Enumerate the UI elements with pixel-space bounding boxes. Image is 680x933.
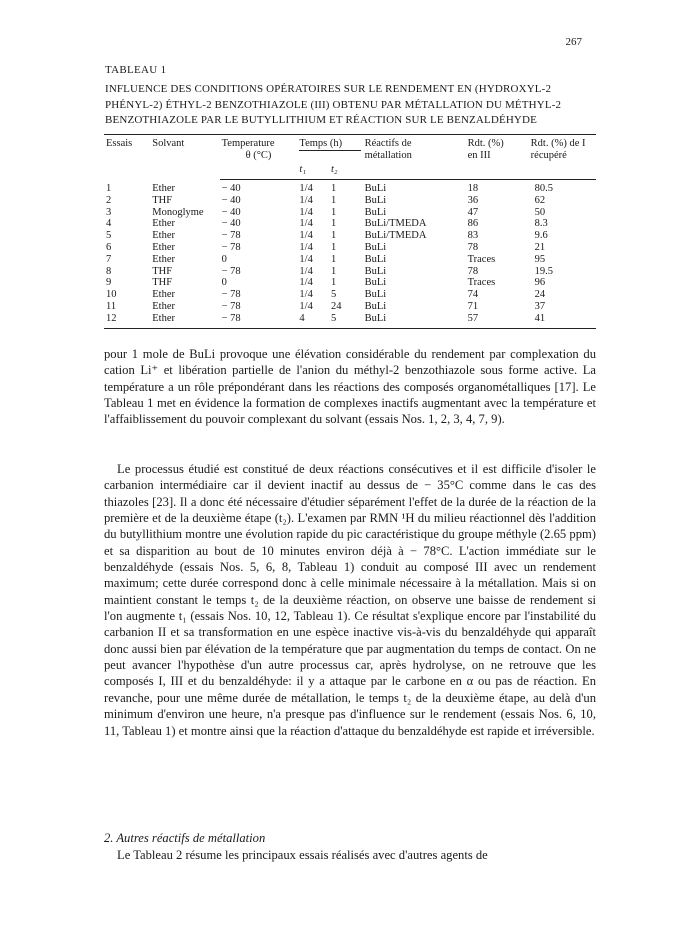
table-row: [104, 218, 596, 230]
cell-essai: 2: [106, 194, 112, 206]
section-heading: 2. Autres réactifs de métallation: [104, 831, 266, 845]
cell-solvant: THF: [152, 265, 173, 277]
cell-t2: 1: [330, 218, 337, 230]
header-rdt-i-label-2: récupéré: [530, 150, 567, 161]
table-header-row: [104, 135, 596, 164]
cell-rdt: 74: [467, 289, 479, 301]
cell-rdt: Traces: [467, 253, 496, 265]
header-rdt-i-spacer: [529, 163, 596, 180]
table-label: TABLEAU 1: [105, 64, 167, 76]
cell-rdt-i: 37: [534, 300, 546, 312]
cell-rdt-i: 21: [534, 241, 546, 253]
header-temps-label: Temps (h): [299, 138, 360, 151]
cell-temperature: 0: [221, 253, 227, 265]
cell-temperature: − 78: [221, 289, 241, 301]
cell-solvant: Ether: [152, 241, 175, 253]
table-caption: INFLUENCE DES CONDITIONS OPÉRATOIRES SUR LE RENDEMENT EN (HYDROXYL-2 PHÉNYL-2) ÉTHYL-2 BENZOTHIAZOLE (III) OBTENU PAR MÉTALLATION DU MÉTHYL-2 BENZOTHIAZOLE PAR LE BUTYLLITHIUM ET RÉACTION SUR LE BENZALDÉHYDE: [105, 83, 562, 126]
cell-temperature: − 78: [220, 313, 298, 328]
header-rdt-spacer: [466, 163, 529, 180]
cell-rdt: 57: [466, 313, 529, 328]
header-reactifs-label-2: métallation: [364, 150, 412, 161]
cell-t2: 1: [330, 241, 337, 253]
cell-solvant: Ether: [152, 230, 175, 242]
cell-reactif: BuLi: [364, 253, 387, 265]
cell-t1: 1/4: [299, 194, 313, 206]
table-row: [104, 242, 596, 254]
cell-essai: 5: [106, 230, 112, 242]
cell-rdt-i: 41: [529, 313, 596, 328]
header-reactifs-spacer: [363, 163, 466, 180]
table-row: [104, 254, 596, 266]
header-temperature-unit: θ (°C): [245, 150, 272, 161]
header-temps: [297, 135, 362, 164]
header-t2: t₂: [329, 163, 363, 180]
cell-rdt: 78: [467, 265, 479, 277]
cell-rdt-i: 50: [534, 206, 546, 218]
cell-solvant: Monoglyme: [152, 206, 204, 218]
cell-reactif: BuLi: [364, 289, 387, 301]
header-essais: Essais: [106, 138, 133, 149]
cell-t1: 1/4: [299, 218, 313, 230]
cell-solvant: THF: [152, 194, 173, 206]
cell-temperature: − 40: [221, 183, 241, 194]
header-rdt-i: [529, 135, 596, 164]
paragraph-2: Le processus étudié est constitué de deux réactions consécutives et il est difficile d'isoler le carbanion intermédiaire car il devient inactif au dessus de − 35°C comme dans le cas des thiazoles [23]. Il a donc été nécessaire d'étudier séparément l'effet de la durée de la réaction de la première et de la deuxième étape (t₂). L'examen par RMN ¹H du milieu réactionnel dès l'addition du butyllithium montre une évolution rapide du pic caractéristique du groupe méthyle (2.65 ppm) et sa disparition au bout de 10 minutes environ déjà à − 78°C. L'action immédiate sur le benzaldéhyde (essais Nos. 5, 6, 8, Tableau 1) conduit au composé III avec un rendement maximum; cette durée correspond donc à celle minimale nécessaire à la métallation. Mais si on maintient constant le temps t₂ de la deuxième réaction, on observe une baisse de rendement si l'on augmente t₁ (essais Nos. 10, 12, Tableau 1). Ce résultat s'explique encore par l'instabilité du carbanion II et sa transformation en une espèce inactive vis-à-vis du benzaldéhyde qui apparaît donc aussi bien par élévation de la température que par augmentation du temps de contact. On ne peut avancer l'hypothèse d'un autre processus car, après hydrolyse, on ne retrouve que les composés I, III et du benzaldéhyde: il y a attaque par le carbone en α ou pas de réaction. En revanche, pour une même durée de métallation, le temps t₂ de la deuxième étape, au delà d'un minimum d'environ une heure, n'a presque pas d'influence sur le rendement (essais Nos. 6, 10, 11, Tableau 1) et montre ainsi que la réaction d'attaque du benzaldéhyde est rapide et irréversible.: [104, 462, 596, 738]
table-row: [104, 207, 596, 219]
cell-t2: 1: [330, 253, 337, 265]
cell-temperature: − 40: [221, 194, 241, 206]
cell-t1: 1/4: [299, 300, 313, 312]
cell-t1: 1/4: [299, 183, 313, 194]
cell-reactif: BuLi: [364, 206, 387, 218]
header-reactifs: [363, 135, 466, 164]
cell-essai: 9: [106, 277, 112, 289]
cell-reactif: BuLi/TMEDA: [364, 218, 427, 230]
cell-t1: 1/4: [299, 206, 313, 218]
page-number: 267: [565, 36, 582, 48]
cell-t2: 5: [330, 289, 337, 301]
cell-t2: 1: [330, 277, 337, 289]
header-t1: t₁: [297, 163, 329, 180]
cell-rdt: 36: [467, 194, 479, 206]
header-temperature-label: Temperature: [221, 138, 275, 149]
cell-reactif: BuLi: [364, 241, 387, 253]
cell-solvant: Ether: [150, 313, 219, 328]
cell-rdt-i: 96: [534, 277, 546, 289]
cell-t1: 1/4: [299, 289, 313, 301]
cell-solvant: Ether: [152, 289, 175, 301]
header-rdt: [466, 135, 529, 164]
cell-reactif: BuLi: [364, 194, 387, 206]
cell-rdt-i: 19.5: [534, 265, 554, 277]
cell-solvant: Ether: [152, 300, 175, 312]
cell-rdt-i: 80.5: [534, 183, 554, 194]
cell-rdt: Traces: [467, 277, 496, 289]
cell-reactif: BuLi: [364, 265, 387, 277]
cell-t2: 1: [330, 183, 337, 194]
cell-solvant: Ether: [152, 218, 175, 230]
cell-reactif: BuLi: [364, 183, 387, 194]
cell-reactif: BuLi: [364, 300, 387, 312]
table-row: [104, 180, 596, 195]
table-row: [104, 195, 596, 207]
results-table: [104, 134, 596, 329]
cell-t1: 1/4: [299, 265, 313, 277]
table-row: [104, 289, 596, 301]
cell-rdt-i: 8.3: [534, 218, 548, 230]
cell-rdt: 71: [467, 300, 479, 312]
cell-essai: 4: [106, 218, 112, 230]
cell-t2: 1: [330, 230, 337, 242]
header-temperature-spacer: [220, 163, 298, 180]
header-reactifs-label: Réactifs de: [364, 138, 412, 149]
cell-rdt: 78: [467, 241, 479, 253]
cell-essai: 11: [106, 300, 117, 312]
header-temperature: [220, 135, 298, 164]
cell-t2: 24: [330, 300, 342, 312]
cell-rdt-i: 9.6: [534, 230, 548, 242]
cell-essai: 8: [106, 265, 112, 277]
cell-reactif: BuLi: [363, 313, 466, 328]
table-row: [104, 301, 596, 313]
table-body: [104, 180, 596, 329]
table-row: [104, 277, 596, 289]
section-first-line: Le Tableau 2 résume les principaux essais réalisés avec d'autres agents de: [117, 848, 488, 862]
cell-t1: 1/4: [299, 230, 313, 242]
cell-t1: 1/4: [299, 241, 313, 253]
cell-t2: 5: [329, 313, 363, 328]
cell-t2: 1: [330, 265, 337, 277]
cell-rdt-i: 62: [534, 194, 546, 206]
cell-essai: 7: [106, 253, 112, 265]
cell-reactif: BuLi/TMEDA: [364, 230, 427, 242]
cell-temperature: − 40: [221, 206, 241, 218]
table-row: [104, 313, 596, 328]
cell-temperature: − 78: [221, 300, 241, 312]
cell-solvant: Ether: [152, 182, 175, 194]
table-row: [104, 266, 596, 278]
cell-temperature: − 40: [221, 218, 241, 230]
cell-essai: 10: [106, 289, 117, 301]
cell-temperature: − 78: [221, 265, 241, 277]
cell-rdt-i: 95: [534, 253, 546, 265]
cell-solvant: THF: [152, 277, 173, 289]
header-rdt-i-label: Rdt. (%) de I: [530, 138, 586, 149]
header-rdt-label: Rdt. (%): [467, 138, 504, 149]
header-rdt-label-2: en III: [467, 150, 491, 161]
cell-rdt-i: 24: [534, 289, 546, 301]
cell-temperature: − 78: [221, 241, 241, 253]
cell-temperature: 0: [221, 277, 227, 289]
cell-t2: 1: [330, 194, 337, 206]
cell-t2: 1: [330, 206, 337, 218]
cell-rdt: 83: [467, 230, 479, 242]
cell-rdt: 86: [467, 218, 479, 230]
cell-rdt: 47: [467, 206, 479, 218]
cell-t1: 1/4: [299, 277, 313, 289]
cell-reactif: BuLi: [364, 277, 387, 289]
cell-essai: 12: [104, 313, 150, 328]
cell-essai: 3: [106, 206, 112, 218]
cell-solvant: Ether: [152, 253, 175, 265]
cell-essai: 1: [106, 182, 112, 194]
cell-temperature: − 78: [221, 230, 241, 242]
paragraph-1: pour 1 mole de BuLi provoque une élévation considérable du rendement par complexation du cation Li⁺ et libération partielle de l'anion du méthyl-2 benzothiazole sous forme active. La température a un rôle prépondérant dans les réactions des composés organométalliques [17]. Le Tableau 1 met en évidence la formation de complexes inactifs augmentant avec la température et l'affaiblissement du pouvoir complexant du solvant (essais Nos. 1, 2, 3, 4, 7, 9).: [104, 347, 596, 427]
cell-t1: 1/4: [299, 253, 313, 265]
cell-t1: 4: [297, 313, 329, 328]
cell-essai: 6: [106, 241, 112, 253]
cell-rdt: 18: [467, 183, 479, 194]
header-solvant: Solvant: [152, 138, 185, 149]
table-row: [104, 230, 596, 242]
